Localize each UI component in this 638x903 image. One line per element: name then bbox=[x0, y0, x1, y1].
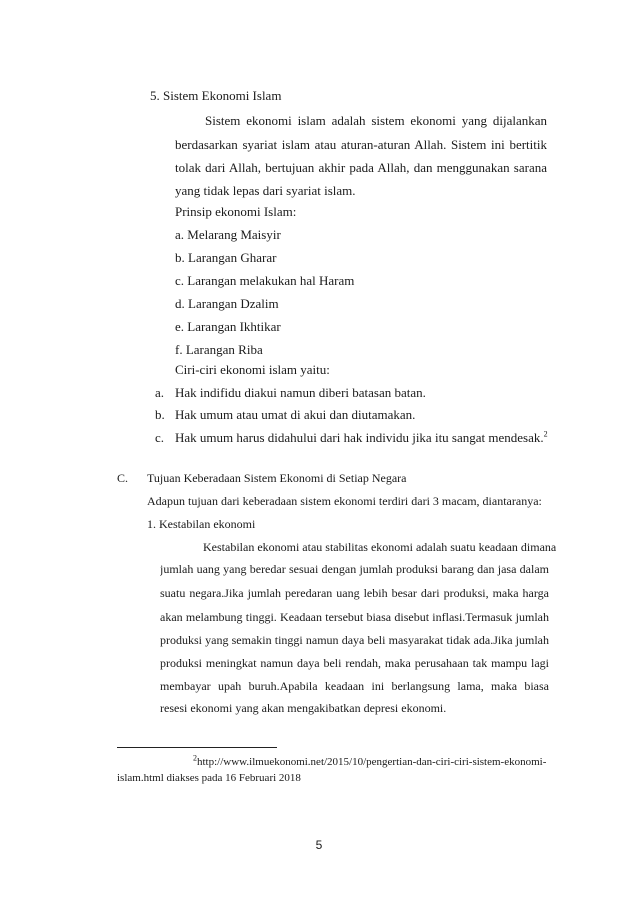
prinsip-item: c. Larangan melakukan hal Haram bbox=[175, 273, 355, 288]
ciri-item-marker: b. bbox=[155, 407, 165, 422]
subsection-1-title: 1. Kestabilan ekonomi bbox=[147, 517, 256, 531]
footnote-number: 2 bbox=[193, 753, 197, 763]
subsection-1-para-line-8: resesi ekonomi yang akan mengakibatkan depresi ekonomi. bbox=[160, 701, 447, 715]
section-5-para-line-2: berdasarkan syariat islam atau aturan-aturan Allah. Sistem ini bertitik bbox=[175, 137, 547, 152]
prinsip-item: e. Larangan Ikhtikar bbox=[175, 319, 281, 334]
subsection-1-para-line-7: membayar upah buruh.Apabila keadaan ini berlangsung lama, maka biasa bbox=[160, 679, 549, 693]
subsection-1-para-line-3: suatu negara.Jika jumlah peredaran uang lebih besar dari produksi, maka harga bbox=[160, 586, 549, 600]
subsection-1-para-line-4: akan melambung tinggi. Keadaan tersebut biasa disebut inflasi.Termasuk jumlah bbox=[160, 610, 549, 624]
prinsip-title: Prinsip ekonomi Islam: bbox=[175, 204, 297, 219]
ciri-item-text: Hak umum harus didahului dari hak individu jika itu sangat mendesak. bbox=[175, 430, 544, 445]
prinsip-item: f. Larangan Riba bbox=[175, 342, 263, 357]
ciri-item-marker: c. bbox=[155, 430, 165, 445]
prinsip-item: a. Melarang Maisyir bbox=[175, 227, 281, 242]
section-5-para-line-3: tolak dari Allah, bertujuan akhir pada Allah, dan menggunakan sarana bbox=[175, 160, 547, 175]
footnote-line-1 bbox=[193, 755, 546, 769]
prinsip-item: d. Larangan Dzalim bbox=[175, 296, 279, 311]
section-c-marker: C. bbox=[117, 471, 129, 485]
section-5-para-line-1: Sistem ekonomi islam adalah sistem ekonomi yang dijalankan bbox=[205, 113, 547, 128]
footnote-line-2: islam.html diakses pada 16 Februari 2018 bbox=[117, 772, 301, 784]
subsection-1-para-line-5: produksi yang semakin tinggi namun daya beli masyarakat tidak ada.Jika jumlah bbox=[160, 633, 549, 647]
section-5-heading: 5. Sistem Ekonomi Islam bbox=[150, 88, 282, 103]
prinsip-item: b. Larangan Gharar bbox=[175, 250, 277, 265]
section-c-heading: Tujuan Keberadaan Sistem Ekonomi di Setiap Negara bbox=[147, 471, 407, 485]
ciri-title: Ciri-ciri ekonomi islam yaitu: bbox=[175, 362, 330, 377]
subsection-1-para-line-2: jumlah uang yang beredar sesuai dengan jumlah produksi barang dan jasa dalam bbox=[160, 562, 549, 576]
subsection-1-para-line-6: produksi meningkat namun daya beli rendah, maka perusahaan tak mampu lagi bbox=[160, 656, 549, 670]
ciri-item-marker: a. bbox=[155, 385, 165, 400]
footnote-reference: 2 bbox=[543, 429, 548, 439]
subsection-1-para-line-1: Kestabilan ekonomi atau stabilitas ekonomi adalah suatu keadaan dimana bbox=[203, 540, 557, 554]
section-5-para-line-4: yang tidak lepas dari syariat islam. bbox=[175, 183, 356, 198]
section-c-intro: Adapun tujuan dari keberadaan sistem ekonomi terdiri dari 3 macam, diantaranya: bbox=[147, 494, 542, 508]
ciri-item-text: Hak indifidu diakui namun diberi batasan batan. bbox=[175, 385, 426, 400]
ciri-item-text: Hak umum atau umat di akui dan diutamakan. bbox=[175, 407, 416, 422]
page-number: 5 bbox=[315, 838, 323, 852]
ciri-item-text-with-footnote bbox=[175, 430, 548, 446]
footnote-separator bbox=[117, 747, 277, 748]
footnote-url: http://www.ilmuekonomi.net/2015/10/pengertian-dan-ciri-ciri-sistem-ekonomi- bbox=[197, 756, 547, 768]
